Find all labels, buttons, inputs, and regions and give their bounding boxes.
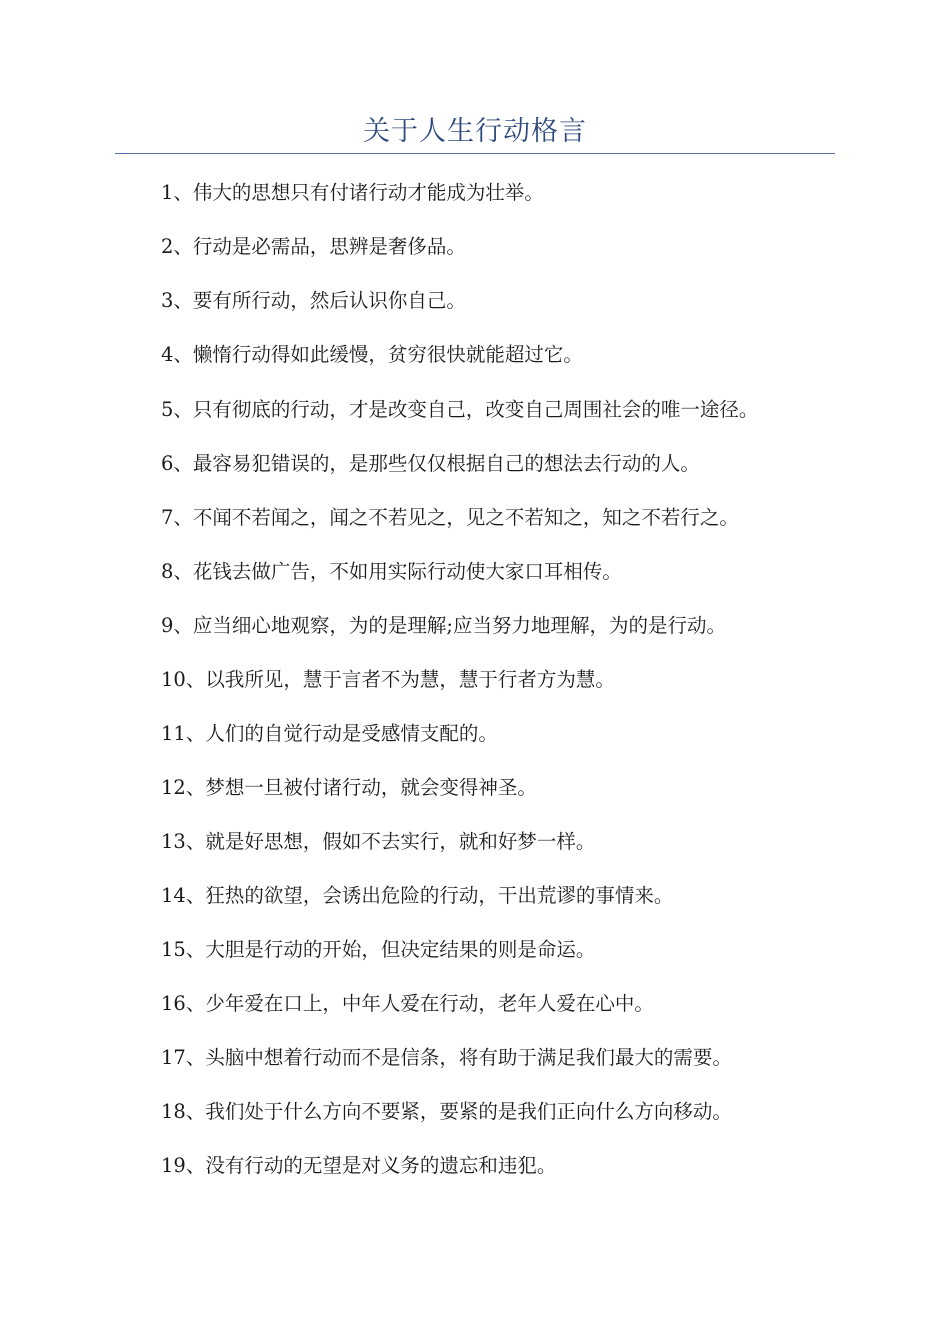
quote-item-5: 5、只有彻底的行动，才是改变自己，改变自己周围社会的唯一途径。 (161, 398, 759, 421)
quote-item-6: 6、最容易犯错误的，是那些仅仅根据自己的想法去行动的人。 (161, 452, 700, 475)
quote-item-11: 11、人们的自觉行动是受感情支配的。 (161, 722, 498, 745)
quote-item-13: 13、就是好思想，假如不去实行，就和好梦一样。 (161, 830, 596, 853)
quote-item-16: 16、少年爱在口上，中年人爱在行动，老年人爱在心中。 (161, 992, 654, 1015)
quote-item-12: 12、梦想一旦被付诸行动，就会变得神圣。 (161, 776, 537, 799)
quote-item-14: 14、狂热的欲望，会诱出危险的行动，干出荒谬的事情来。 (161, 884, 674, 907)
page-title: 关于人生行动格言 (363, 116, 587, 147)
quote-item-3: 3、要有所行动，然后认识你自己。 (161, 289, 466, 312)
quote-item-15: 15、大胆是行动的开始，但决定结果的则是命运。 (161, 938, 596, 961)
quote-item-2: 2、行动是必需品，思辨是奢侈品。 (161, 235, 466, 258)
quote-item-8: 8、花钱去做广告，不如用实际行动使大家口耳相传。 (161, 560, 622, 583)
quote-item-4: 4、懒惰行动得如此缓慢，贫穷很快就能超过它。 (161, 343, 583, 366)
quote-item-18: 18、我们处于什么方向不要紧，要紧的是我们正向什么方向移动。 (161, 1100, 732, 1123)
quote-item-19: 19、没有行动的无望是对义务的遗忘和违犯。 (161, 1154, 557, 1177)
title-container (115, 112, 835, 152)
quote-item-1: 1、伟大的思想只有付诸行动才能成为壮举。 (161, 181, 544, 204)
title-underline (115, 153, 835, 154)
quote-item-10: 10、以我所见，慧于言者不为慧，慧于行者方为慧。 (161, 668, 615, 691)
quote-item-17: 17、头脑中想着行动而不是信条，将有助于满足我们最大的需要。 (161, 1046, 732, 1069)
quote-item-9: 9、应当细心地观察，为的是理解;应当努力地理解，为的是行动。 (161, 614, 726, 637)
quote-item-7: 7、不闻不若闻之，闻之不若见之，见之不若知之，知之不若行之。 (161, 506, 739, 529)
quote-list (115, 174, 835, 1201)
